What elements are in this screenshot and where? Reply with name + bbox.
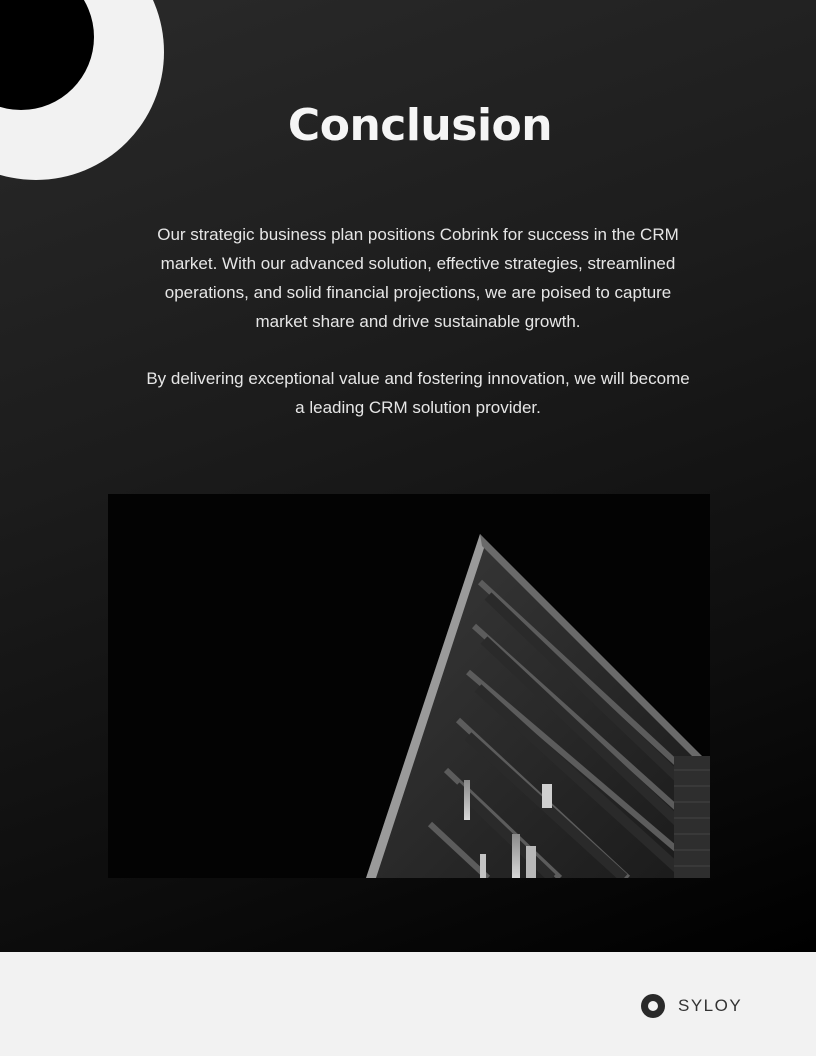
body-paragraph-2: By delivering exceptional value and fostering innovation, we will become a leading CRM solution provider. — [146, 369, 690, 417]
body-paragraph-1: Our strategic business plan positions Cobrink for success in the CRM market. With our advanced solution, effective strategies, streamlined operations, and solid financial projections, we are poised to capture market share and drive sustainable growth. — [157, 225, 679, 331]
page-title: Conclusion — [287, 100, 553, 151]
footer — [0, 952, 816, 1056]
ring-logo-icon — [641, 994, 665, 1018]
brand-name: SYLOY — [678, 996, 743, 1015]
building-photo — [108, 494, 710, 878]
brand-logo — [641, 994, 742, 1018]
